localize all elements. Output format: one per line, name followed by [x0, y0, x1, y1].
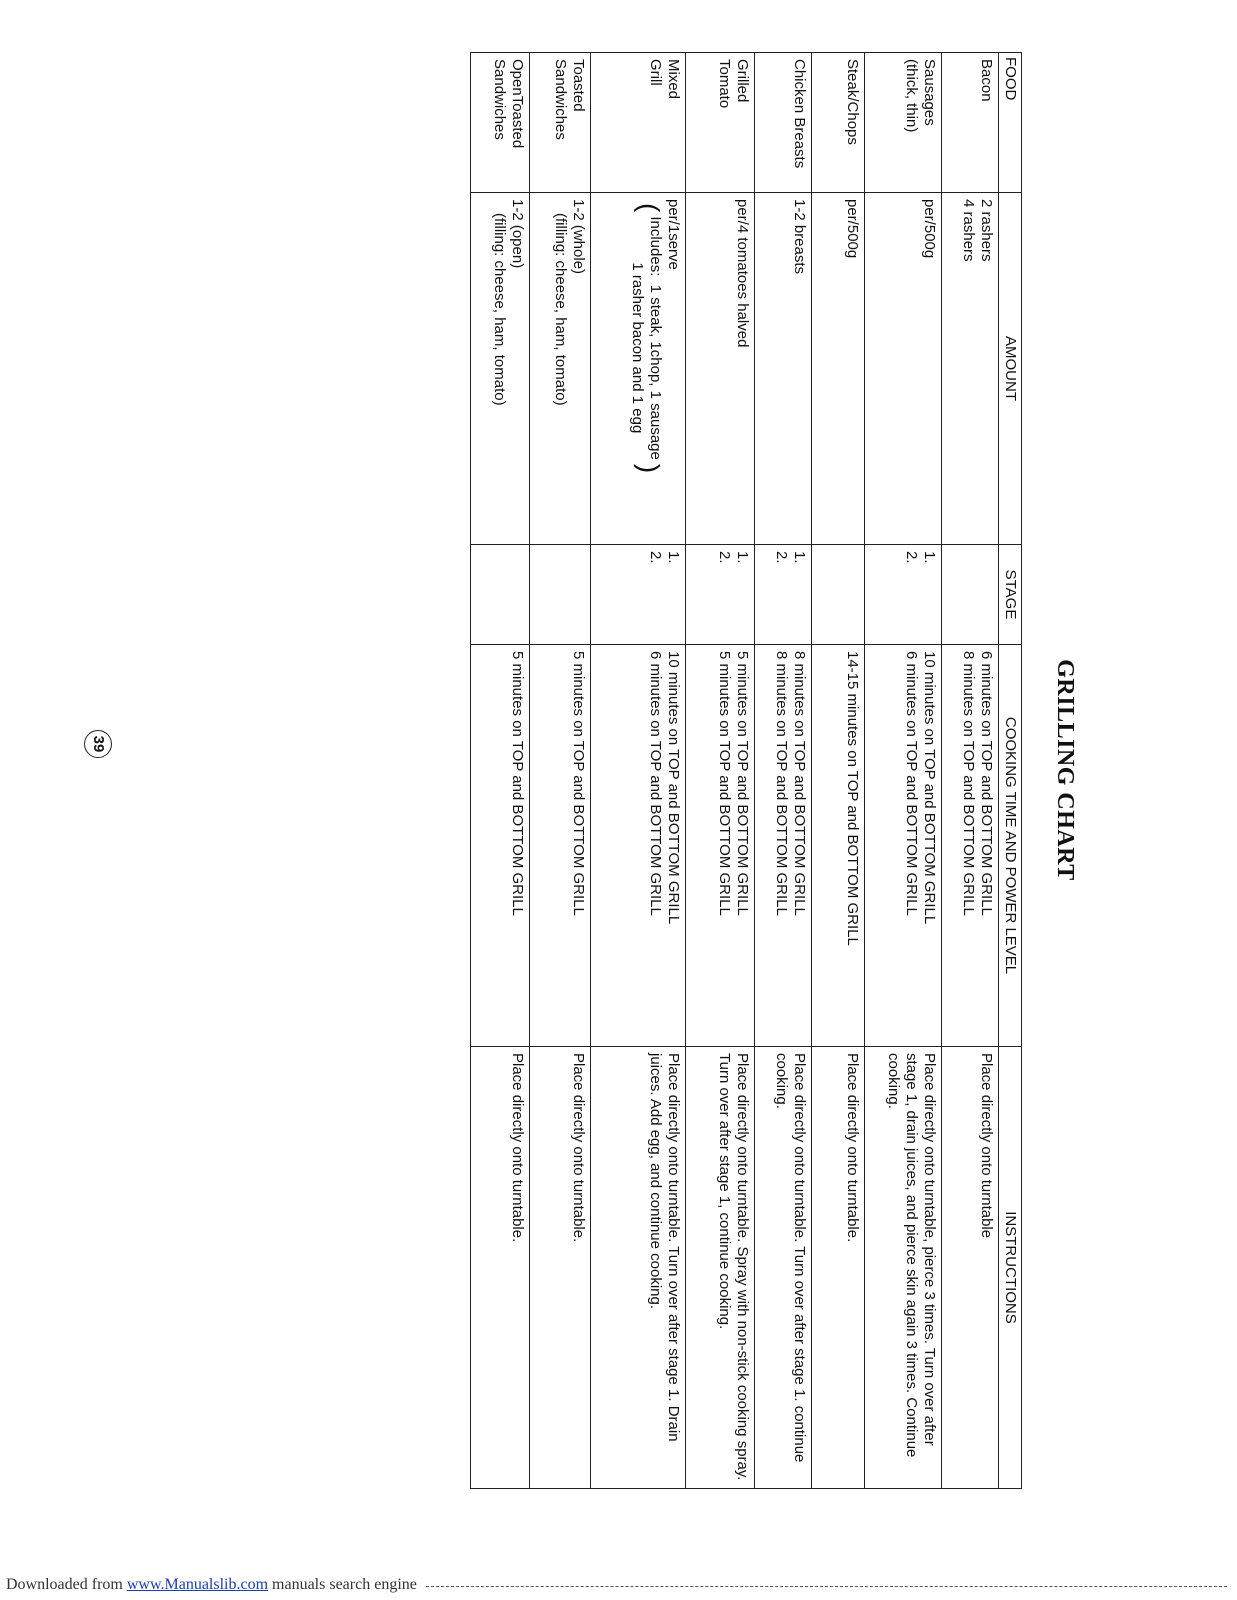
food-text: Tomato — [716, 59, 733, 109]
stage-text: 1. — [734, 551, 751, 564]
food-text: Toasted — [570, 59, 587, 112]
amount-text: 1-2 (whole) — [570, 199, 587, 275]
instructions-text: Place directly onto turntable. Turn over after stage 1. Drain juices. Add egg, and continue cooking. — [647, 1053, 682, 1442]
time-text: 6 minutes on TOP and BOTTOM GRILL — [647, 651, 664, 916]
amount-cell — [471, 193, 530, 545]
page-number-badge: 39 — [84, 730, 112, 758]
instructions-cell — [942, 1047, 999, 1489]
stage-text: 1. — [921, 551, 938, 564]
table-header-row — [999, 53, 1022, 1489]
time-text: 10 minutes on TOP and BOTTOM GRILL — [665, 651, 682, 925]
stage-cell — [471, 545, 530, 645]
food-cell — [942, 53, 999, 193]
stage-cell — [865, 545, 942, 645]
amount-text: per/500g — [844, 199, 861, 259]
time-text: 5 minutes on TOP and BOTTOM GRILL — [509, 651, 526, 916]
table-row — [865, 53, 942, 1489]
manualslib-link[interactable]: www.Manualslib.com — [126, 1576, 269, 1593]
close-paren-glyph: ) — [634, 463, 665, 474]
instructions-cell — [865, 1047, 942, 1489]
time-text: 14-15 minutes on TOP and BOTTOM GRILL — [844, 651, 861, 946]
time-text: 5 minutes on TOP and BOTTOM GRILL — [734, 651, 751, 916]
food-text: Mixed — [665, 59, 682, 100]
stage-text: 2. — [716, 551, 733, 564]
includes-list — [628, 216, 664, 460]
header-cooking-time: COOKING TIME AND POWER LEVEL — [999, 645, 1022, 1047]
time-cell — [591, 645, 686, 1047]
instructions-text: Place directly onto turntable. — [570, 1053, 587, 1243]
includes-label: Includes: — [647, 216, 664, 277]
food-text: Chicken Breasts — [791, 59, 808, 169]
time-cell — [471, 645, 530, 1047]
stage-cell — [530, 545, 591, 645]
time-text: 6 minutes on TOP and BOTTOM GRILL — [903, 651, 920, 916]
food-cell — [686, 53, 755, 193]
instructions-text: Place directly onto turntable, pierce 3 times. Turn over after stage 1, drain juices, and pierce skin again 3 times. Continue cooking. — [885, 1053, 938, 1458]
header-food: FOOD — [999, 53, 1022, 193]
food-text: (thick, thin) — [903, 59, 920, 133]
includes-group — [628, 199, 664, 538]
footer-dashed-rule — [426, 1586, 1227, 1587]
stage-text: 2. — [647, 551, 664, 564]
food-cell — [471, 53, 530, 193]
amount-text: (filling: cheese, ham, tomato) — [552, 213, 569, 406]
time-text: 10 minutes on TOP and BOTTOM GRILL — [921, 651, 938, 925]
table-row — [686, 53, 755, 1489]
food-text: Grill — [647, 59, 664, 86]
time-cell — [755, 645, 812, 1047]
amount-cell — [591, 193, 686, 545]
instructions-cell — [686, 1047, 755, 1489]
stage-cell — [686, 545, 755, 645]
instructions-text: Place directly onto turntable. — [844, 1053, 861, 1243]
amount-text: 2 rashers — [978, 199, 995, 262]
food-text: Sausages — [921, 59, 938, 126]
stage-cell — [755, 545, 812, 645]
amount-text: 1-2 (open) — [509, 199, 526, 269]
amount-cell — [530, 193, 591, 545]
grilling-chart-table — [470, 52, 1022, 1489]
time-cell — [942, 645, 999, 1047]
food-cell — [812, 53, 865, 193]
instructions-text: Place directly onto turntable. — [509, 1053, 526, 1243]
time-cell — [812, 645, 865, 1047]
table-row — [812, 53, 865, 1489]
amount-text: 4 rashers — [960, 199, 977, 262]
table-row — [755, 53, 812, 1489]
footer-prefix: Downloaded from — [6, 1576, 123, 1593]
table-row — [942, 53, 999, 1489]
amount-cell — [942, 193, 999, 545]
footer — [6, 1576, 1237, 1594]
food-cell — [865, 53, 942, 193]
instructions-cell — [471, 1047, 530, 1489]
food-text: Steak/Chops — [844, 59, 861, 145]
includes-item: 1 rasher bacon and 1 egg — [629, 262, 646, 434]
amount-text: (filling: cheese, ham, tomato) — [491, 213, 508, 406]
instructions-cell — [755, 1047, 812, 1489]
includes-line — [646, 216, 664, 460]
instructions-text: Place directly onto turntable. Turn over after stage 1. continue cooking. — [773, 1053, 808, 1463]
instructions-cell — [591, 1047, 686, 1489]
stage-cell — [942, 545, 999, 645]
instructions-text: Place directly onto turntable. Spray with non-stick cooking spray. Turn over after stage 1, continue cooking. — [716, 1053, 751, 1481]
amount-text: per/500g — [921, 199, 938, 259]
time-cell — [530, 645, 591, 1047]
food-text: Grilled — [734, 59, 751, 103]
stage-text: 1. — [665, 551, 682, 564]
food-text: Sandwiches — [491, 59, 508, 140]
time-text: 8 minutes on TOP and BOTTOM GRILL — [773, 651, 790, 916]
time-text: 5 minutes on TOP and BOTTOM GRILL — [716, 651, 733, 916]
stage-cell — [591, 545, 686, 645]
amount-text: per/1serve — [665, 199, 682, 270]
table-row — [591, 53, 686, 1489]
stage-text: 2. — [903, 551, 920, 564]
page-title: GRILLING CHART — [1052, 659, 1078, 881]
time-text: 6 minutes on TOP and BOTTOM GRILL — [978, 651, 995, 916]
instructions-text: Place directly onto turntable — [978, 1053, 995, 1239]
food-text: Sandwiches — [552, 59, 569, 140]
amount-cell — [755, 193, 812, 545]
includes-item: 1 steak, 1chop, 1 sausage — [647, 284, 664, 460]
time-cell — [686, 645, 755, 1047]
header-instructions: INSTRUCTIONS — [999, 1047, 1022, 1489]
table-row — [530, 53, 591, 1489]
rotated-page — [480, 0, 1100, 1540]
time-text: 8 minutes on TOP and BOTTOM GRILL — [960, 651, 977, 916]
time-text: 8 minutes on TOP and BOTTOM GRILL — [791, 651, 808, 916]
footer-suffix: manuals search engine — [272, 1576, 417, 1593]
time-cell — [865, 645, 942, 1047]
food-cell — [591, 53, 686, 193]
amount-cell — [865, 193, 942, 545]
food-text: OpenToasted — [509, 59, 526, 149]
instructions-cell — [812, 1047, 865, 1489]
stage-text: 1. — [791, 551, 808, 564]
amount-text: 1-2 breasts — [791, 199, 808, 275]
instructions-cell — [530, 1047, 591, 1489]
amount-text: per/4 tomatoes halved — [734, 199, 751, 348]
amount-cell — [686, 193, 755, 545]
stage-text: 2. — [773, 551, 790, 564]
food-cell — [755, 53, 812, 193]
header-amount: AMOUNT — [999, 193, 1022, 545]
stage-cell — [812, 545, 865, 645]
time-text: 5 minutes on TOP and BOTTOM GRILL — [570, 651, 587, 916]
open-paren-glyph: ( — [634, 203, 665, 213]
food-text: Bacon — [978, 59, 995, 102]
header-stage: STAGE — [999, 545, 1022, 645]
table-row — [471, 53, 530, 1489]
food-cell — [530, 53, 591, 193]
amount-cell — [812, 193, 865, 545]
